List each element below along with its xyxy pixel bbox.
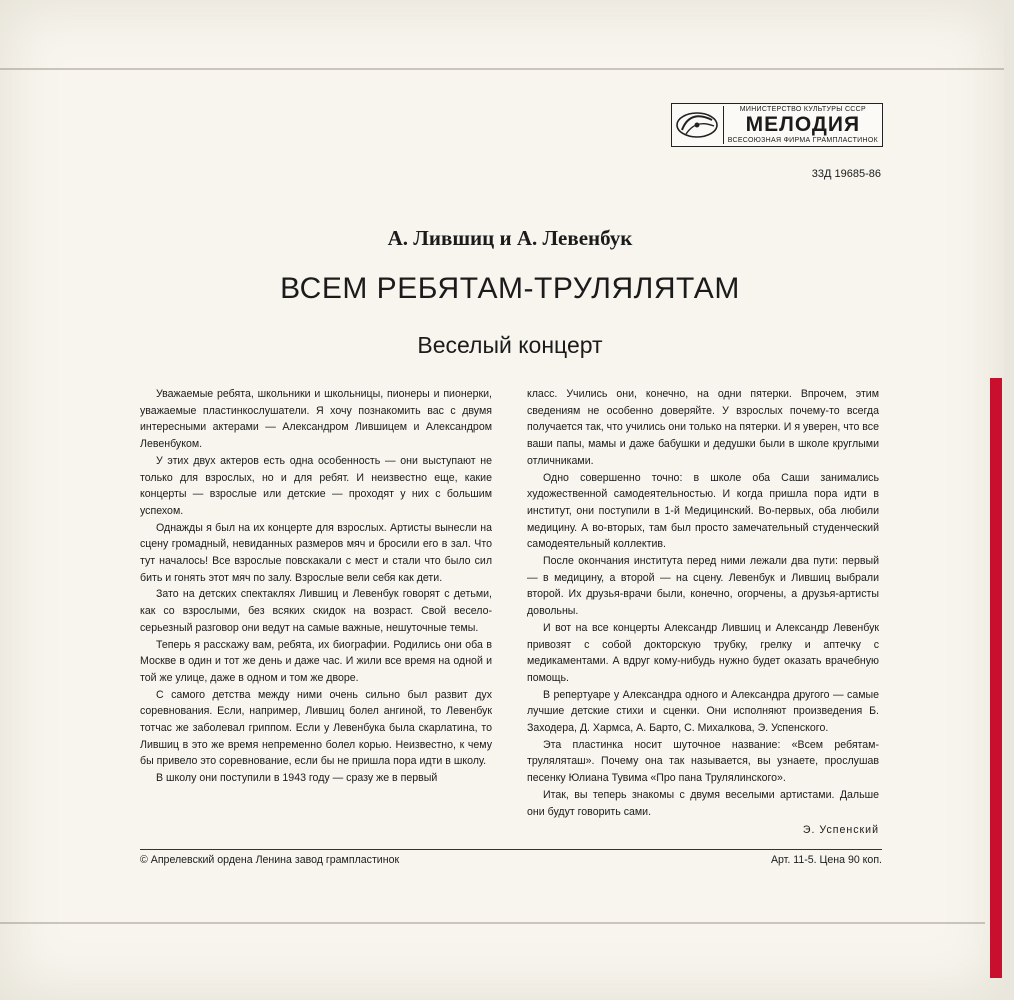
logo-brand: МЕЛОДИЯ — [745, 113, 861, 136]
signature: Э. Успенский — [802, 824, 879, 837]
price-line: Арт. 11-5. Цена 90 коп. — [770, 854, 882, 866]
catalog-number: 33Д 19685-86 — [811, 168, 881, 180]
liner-paragraph: Зато на детских спектаклях Лившиц и Левенбук говорят с детьми, как со взрослыми, без всяких скидок на возраст. Свой весело-серьезный разговор они ведут на самые важные, нешуточные темы. — [140, 588, 492, 634]
liner-paragraph: Уважаемые ребята, школьники и школьницы, пионеры и пионерки, уважаемые пластинкослушатели. Я хочу познакомить вас с двумя интересными актерами — Александром Лившицем и Александром Левенбуком. — [140, 388, 492, 451]
liner-paragraph: После окончания института перед ними лежали два пути: первый — в медицину, а второй — на сцену. Левенбук и Лившиц выбрали второй. Их друзья-врачи были, конечно, огорчены, а друзья-артисты довольны. — [527, 555, 879, 618]
liner-notes-left-column — [140, 386, 492, 787]
liner-notes-right-column — [527, 386, 879, 839]
liner-paragraph: Итак, вы теперь знакомы с двумя веселыми артистами. Дальше они будут говорить сами. — [527, 788, 879, 818]
album-subtitle: Веселый концерт — [417, 332, 603, 358]
fold-line-top — [0, 68, 1004, 70]
footer-divider — [140, 849, 882, 850]
melodiya-logo-text — [724, 105, 882, 145]
melodiya-disc-icon — [672, 106, 724, 144]
logo-company: ВСЕСОЮЗНАЯ ФИРМА ГРАМПЛАСТИНОК — [727, 137, 878, 144]
liner-paragraph: В школу они поступили в 1943 году — сразу же в первый — [156, 772, 438, 785]
liner-paragraph: Однажды я был на их концерте для взрослых. Артисты вынесли на сцену громадный, невиданных размеров мяч и бросили его в зал. Что тут началось! Все взрослые повскакали с мест и стали что было сил бить и гонять этот мяч по залу. Взрослые вели себя как дети. — [140, 521, 492, 584]
liner-paragraph: Одно совершенно точно: в школе оба Саши занимались художественной самодеятельностью. И когда пришла пора идти в институт, они поступили в 1-й Медицинский. Во-первых, оба любили медицину. А во-вторых, там был просто замечательный студенческий самодеятельный коллектив. — [527, 471, 879, 551]
manufacturer-line: © Апрелевский ордена Ленина завод грампластинок — [140, 854, 400, 866]
liner-paragraph: В репертуаре у Александра одного и Александра другого — самые лучшие детские стихи и сценки. Они исполняют произведения Б. Заходера, Д. Хармса, А. Барто, С. Михалкова, Э. Успенского. — [527, 688, 879, 735]
authors: А. Лившиц и А. Левенбук — [387, 226, 633, 250]
liner-paragraph: Эта пластинка носит шуточное название: «Всем ребятам-труляляташ». Почему она так называется, вы узнаете, прослушав песенку Юлиана Тувима «Про пана Трулялинского». — [527, 738, 879, 785]
liner-paragraph: С самого детства между ними очень сильно был развит дух соревнования. Если, например, Лившиц болел ангиной, то Левенбук тотчас же заболевал гриппом. Если у Левенбука была скарлатина, то Лившиц в это же время непременно болел корью. Неизвестно, к чему бы привело это соревнование, если бы не пришла пора идти в школу. — [140, 688, 492, 768]
red-sleeve-edge — [990, 378, 1002, 978]
liner-paragraph: класс. Учились они, конечно, на одни пятерки. Впрочем, этим сведениям не особенно доверяйте. У взрослых почему-то всегда получается так, что учились они только на пятерки. И я уверен, что все ваши папы, мамы и даже бабушки и дедушки были в школе круглыми отличниками. — [527, 388, 879, 467]
liner-paragraph: Теперь я расскажу вам, ребята, их биографии. Родились они оба в Москве в один и тот же день и даже час. И жили все время на одной и той же улице, даже в одном и том же дворе. — [140, 638, 492, 684]
logo-ministry: МИНИСТЕРСТВО КУЛЬТУРЫ СССР — [739, 106, 866, 113]
fold-line-bottom — [0, 922, 985, 924]
melodiya-logo — [671, 103, 883, 147]
album-title: ВСЕМ РЕБЯТАМ-ТРУЛЯЛЯТАМ — [280, 272, 740, 305]
liner-paragraph: У этих двух актеров есть одна особенность — они выступают не только для взрослых, но и для ребят. И неизвестно еще, какие концерты — взрослые или детские — проходят у них с большим успехом. — [140, 454, 492, 517]
liner-paragraph: И вот на все концерты Александр Лившиц и Александр Левенбук привозят с собой докторскую трубку, грелку и аптечку с медикаментами. А вдруг кому-нибудь нужно будет оказать врачебную помощь. — [527, 621, 879, 684]
